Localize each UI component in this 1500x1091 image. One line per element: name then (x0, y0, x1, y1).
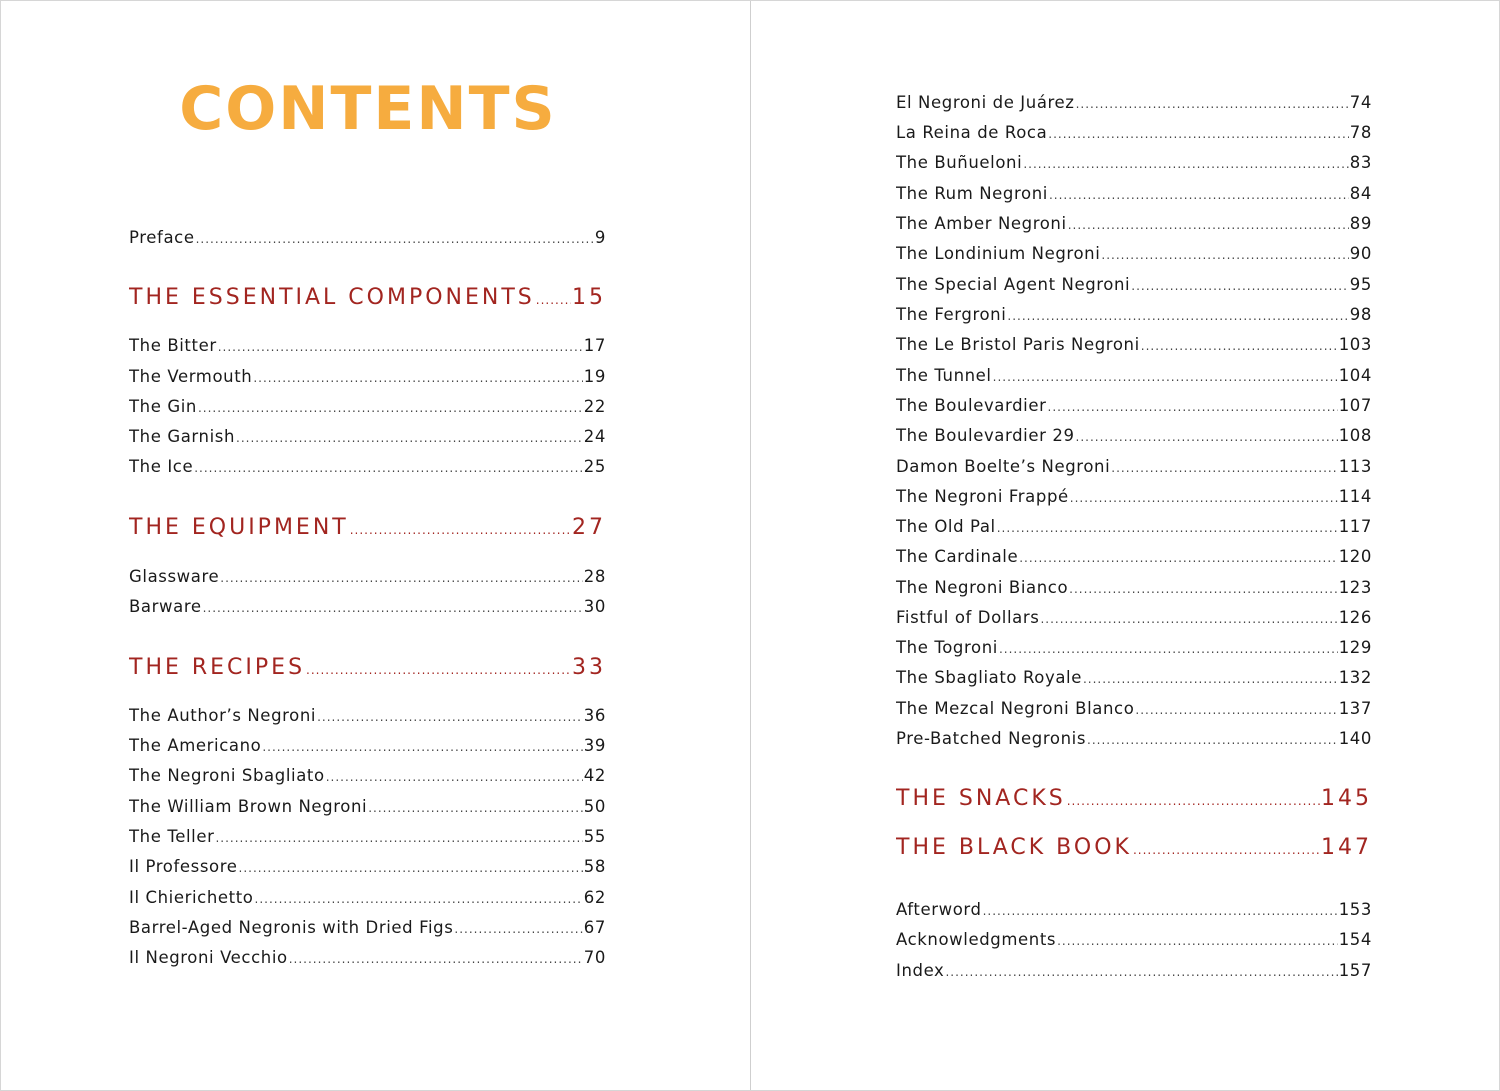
section-page: 33 (572, 655, 606, 680)
dot-leader (999, 637, 1338, 660)
toc-entry[interactable] (896, 334, 1372, 357)
toc-entry-afterword[interactable] (896, 899, 1372, 922)
toc-entry-label: The Teller (129, 827, 215, 846)
toc-entry-page: 67 (583, 918, 606, 937)
dot-leader (1048, 122, 1349, 145)
toc-entry[interactable] (129, 796, 606, 819)
dot-leader (368, 796, 583, 819)
toc-entry[interactable] (896, 304, 1372, 327)
toc-entry[interactable] (896, 516, 1372, 539)
dot-leader (997, 516, 1338, 539)
toc-entry[interactable] (896, 274, 1372, 297)
toc-entry-page: 50 (583, 797, 606, 816)
toc-entry-acknowledgments[interactable] (896, 929, 1372, 952)
toc-entry-label: The Ice (129, 457, 194, 476)
section-page: 27 (572, 515, 606, 540)
toc-entry-label: Afterword (896, 900, 982, 919)
toc-entry[interactable] (896, 728, 1372, 751)
toc-entry-label: Il Professore (129, 857, 238, 876)
toc-entry-label: The Londinium Negroni (896, 244, 1101, 263)
dot-leader (220, 566, 583, 589)
toc-entry-page: 62 (583, 888, 606, 907)
toc-entry-label: La Reina de Roca (896, 123, 1048, 142)
toc-entry-page: 114 (1338, 487, 1372, 506)
dot-leader (262, 735, 582, 758)
toc-entry[interactable] (896, 577, 1372, 600)
toc-entry-index[interactable] (896, 960, 1372, 983)
toc-entry-label: The Le Bristol Paris Negroni (896, 335, 1140, 354)
toc-entry-preface[interactable] (129, 227, 606, 250)
dot-leader (945, 960, 1337, 983)
toc-entry-label: The Negroni Bianco (896, 578, 1069, 597)
toc-entry[interactable] (896, 122, 1372, 145)
toc-entry[interactable] (129, 596, 606, 619)
section-page: 147 (1321, 835, 1372, 860)
toc-entry-label: The Buñueloni (896, 153, 1023, 172)
toc-entry-page: 137 (1338, 699, 1372, 718)
toc-section-snacks[interactable] (896, 785, 1372, 815)
toc-entry-label: The Rum Negroni (896, 184, 1048, 203)
toc-entry[interactable] (896, 243, 1372, 266)
dot-leader (454, 917, 582, 940)
section-title: THE SNACKS (896, 786, 1066, 811)
section-title: THE BLACK BOOK (896, 835, 1132, 860)
toc-entry[interactable] (896, 395, 1372, 418)
dot-leader (1101, 243, 1348, 266)
toc-entry-page: 117 (1338, 517, 1372, 536)
toc-entry-label: The Vermouth (129, 367, 253, 386)
toc-entry-label: The Americano (129, 736, 262, 755)
dot-leader (1076, 425, 1338, 448)
toc-entry[interactable] (129, 366, 606, 389)
toc-entry[interactable] (896, 213, 1372, 236)
section-title: THE RECIPES (129, 655, 306, 680)
toc-entry[interactable] (896, 698, 1372, 721)
dot-leader (215, 826, 582, 849)
section-page: 15 (572, 285, 606, 310)
dot-leader (306, 654, 571, 684)
toc-entry-page: 140 (1338, 729, 1372, 748)
toc-entry-label: Preface (129, 228, 195, 247)
toc-entry-label: El Negroni de Juárez (896, 93, 1075, 112)
dot-leader (196, 227, 594, 250)
toc-entry-page: 74 (1349, 93, 1372, 112)
toc-entry-page: 154 (1338, 930, 1372, 949)
dot-leader (236, 426, 583, 449)
toc-entry-page: 108 (1338, 426, 1372, 445)
toc-entry-page: 153 (1338, 900, 1372, 919)
toc-entry-page: 104 (1338, 366, 1372, 385)
toc-entry-page: 36 (583, 706, 606, 725)
toc-entry-label: The Author’s Negroni (129, 706, 317, 725)
toc-entry-page: 157 (1338, 961, 1372, 980)
toc-entry[interactable] (129, 335, 606, 358)
toc-entry-label: The Fergroni (896, 305, 1007, 324)
toc-section-black-book[interactable] (896, 834, 1372, 864)
toc-entry-page: 107 (1338, 396, 1372, 415)
toc-entry-page: 113 (1338, 457, 1372, 476)
dot-leader (1040, 607, 1337, 630)
toc-entry-label: Index (896, 961, 945, 980)
toc-entry-page: 98 (1349, 305, 1372, 324)
toc-entry[interactable] (129, 426, 606, 449)
contents-title: CONTENTS (179, 74, 557, 144)
toc-entry-page: 123 (1338, 578, 1372, 597)
toc-entry-page: 55 (583, 827, 606, 846)
toc-entry-label: The Mezcal Negroni Blanco (896, 699, 1135, 718)
toc-entry-label: The Special Agent Negroni (896, 275, 1131, 294)
toc-entry[interactable] (129, 765, 606, 788)
dot-leader (1069, 577, 1338, 600)
toc-entry-label: The Cardinale (896, 547, 1019, 566)
toc-entry-page: 95 (1349, 275, 1372, 294)
dot-leader (1083, 667, 1338, 690)
dot-leader (253, 366, 582, 389)
toc-entry-label: The Tunnel (896, 366, 992, 385)
toc-entry-page: 24 (583, 427, 606, 446)
dot-leader (1007, 304, 1348, 327)
section-page: 145 (1321, 786, 1372, 811)
toc-entry-label: The Old Pal (896, 517, 996, 536)
dot-leader (203, 596, 583, 619)
toc-entry-label: Fistful of Dollars (896, 608, 1040, 627)
toc-entry-page: 89 (1349, 214, 1372, 233)
dot-leader (983, 899, 1338, 922)
toc-entry-label: The Amber Negroni (896, 214, 1067, 233)
toc-entry-label: The Boulevardier (896, 396, 1047, 415)
toc-entry-page: 132 (1338, 668, 1372, 687)
toc-entry[interactable] (896, 546, 1372, 569)
toc-section-equipment[interactable] (129, 514, 606, 544)
dot-leader (350, 514, 571, 544)
toc-entry[interactable] (896, 425, 1372, 448)
toc-entry-page: 90 (1349, 244, 1372, 263)
dot-leader (1133, 834, 1320, 864)
dot-leader (317, 705, 583, 728)
toc-entry[interactable] (129, 826, 606, 849)
toc-entry[interactable] (129, 735, 606, 758)
toc-entry[interactable] (129, 887, 606, 910)
dot-leader (1111, 456, 1337, 479)
dot-leader (1049, 183, 1349, 206)
toc-entry[interactable] (129, 917, 606, 940)
dot-leader (1141, 334, 1338, 357)
dot-leader (1048, 395, 1338, 418)
toc-entry-label: Il Negroni Vecchio (129, 948, 288, 967)
toc-entry[interactable] (896, 92, 1372, 115)
toc-entry[interactable] (129, 856, 606, 879)
dot-leader (1087, 728, 1338, 751)
toc-entry-label: The Gin (129, 397, 197, 416)
toc-entry[interactable] (129, 456, 606, 479)
toc-entry-page: 129 (1338, 638, 1372, 657)
toc-entry[interactable] (896, 607, 1372, 630)
dot-leader (1068, 213, 1349, 236)
dot-leader (218, 335, 583, 358)
toc-entry-label: Barrel-Aged Negronis with Dried Figs (129, 918, 454, 937)
toc-entry-label: The Negroni Frappé (896, 487, 1069, 506)
dot-leader (1131, 274, 1349, 297)
toc-entry-label: Pre-Batched Negronis (896, 729, 1087, 748)
toc-entry-label: Glassware (129, 567, 220, 586)
toc-entry-page: 30 (583, 597, 606, 616)
right-page (751, 1, 1499, 1090)
dot-leader (255, 887, 583, 910)
toc-entry-label: The Garnish (129, 427, 236, 446)
toc-entry[interactable] (129, 947, 606, 970)
toc-entry[interactable] (129, 396, 606, 419)
toc-entry-label: The Bitter (129, 336, 217, 355)
toc-entry-page: 42 (583, 766, 606, 785)
toc-section-recipes[interactable] (129, 654, 606, 684)
toc-entry-page: 58 (583, 857, 606, 876)
toc-entry-page: 103 (1338, 335, 1372, 354)
dot-leader (1070, 486, 1338, 509)
toc-entry-label: Damon Boelte’s Negroni (896, 457, 1111, 476)
toc-entry[interactable] (896, 183, 1372, 206)
dot-leader (198, 396, 583, 419)
toc-entry-page: 17 (583, 336, 606, 355)
toc-entry-page: 78 (1349, 123, 1372, 142)
toc-entry-page: 120 (1338, 547, 1372, 566)
dot-leader (194, 456, 583, 479)
toc-entry-page: 39 (583, 736, 606, 755)
dot-leader (993, 365, 1338, 388)
toc-entry-page: 83 (1349, 153, 1372, 172)
toc-entry[interactable] (896, 486, 1372, 509)
toc-entry[interactable] (896, 637, 1372, 660)
toc-entry-page: 126 (1338, 608, 1372, 627)
toc-entry-page: 9 (594, 228, 606, 247)
toc-entry-page: 28 (583, 567, 606, 586)
toc-entry-label: Acknowledgments (896, 930, 1057, 949)
toc-entry[interactable] (896, 667, 1372, 690)
section-title: THE EQUIPMENT (129, 515, 349, 540)
dot-leader (1023, 152, 1348, 175)
dot-leader (1067, 785, 1320, 815)
dot-leader (1057, 929, 1338, 952)
toc-entry-page: 84 (1349, 184, 1372, 203)
toc-entry-label: Il Chierichetto (129, 888, 254, 907)
dot-leader (1076, 92, 1349, 115)
toc-entry-label: The Negroni Sbagliato (129, 766, 325, 785)
dot-leader (239, 856, 583, 879)
dot-leader (1135, 698, 1337, 721)
toc-entry-label: The Boulevardier 29 (896, 426, 1075, 445)
toc-entry-label: The Sbagliato Royale (896, 668, 1082, 687)
toc-entry-page: 19 (583, 367, 606, 386)
toc-entry-label: The William Brown Negroni (129, 797, 368, 816)
toc-entry[interactable] (129, 566, 606, 589)
toc-entry-label: The Togroni (896, 638, 998, 657)
dot-leader (289, 947, 583, 970)
toc-section-essential-components[interactable] (129, 284, 606, 314)
section-title: THE ESSENTIAL COMPONENTS (129, 285, 535, 310)
toc-entry[interactable] (896, 152, 1372, 175)
dot-leader (536, 284, 571, 314)
toc-entry[interactable] (129, 705, 606, 728)
toc-entry[interactable] (896, 456, 1372, 479)
dot-leader (326, 765, 583, 788)
toc-entry-page: 70 (583, 948, 606, 967)
dot-leader (1019, 546, 1337, 569)
left-page (1, 1, 750, 1090)
toc-entry[interactable] (896, 365, 1372, 388)
toc-entry-page: 22 (583, 397, 606, 416)
toc-entry-label: Barware (129, 597, 202, 616)
toc-entry-page: 25 (583, 457, 606, 476)
